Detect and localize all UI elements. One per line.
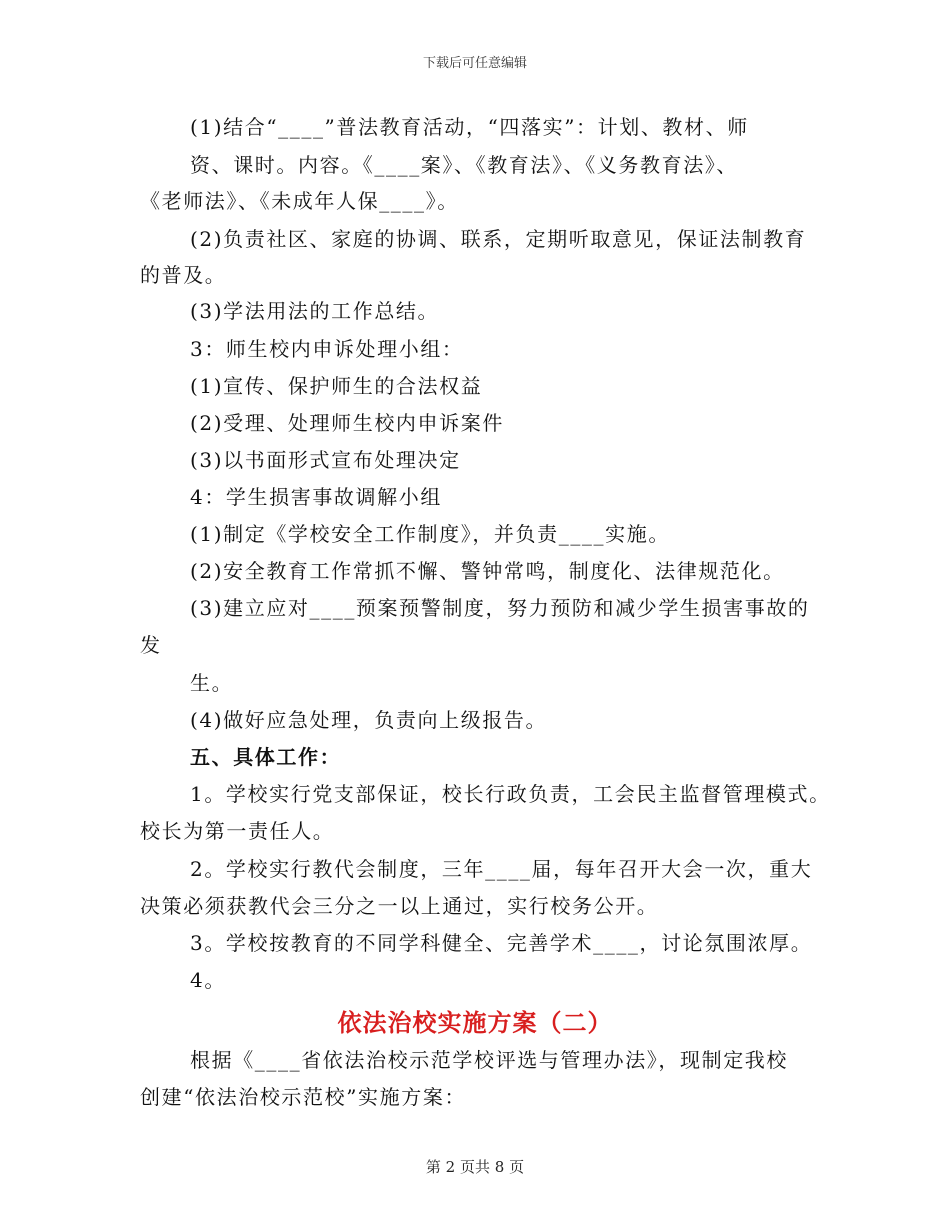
body-line-19: 1。学校实行党支部保证，校长行政负责，工会民主监督管理模式。 bbox=[190, 782, 831, 806]
body-line-24: 4。 bbox=[190, 968, 226, 992]
body-line-1: (1)结合“____”普法教育活动，“四落实”：计划、教材、师 bbox=[190, 115, 749, 139]
body-line-15: 发 bbox=[140, 633, 162, 657]
section-heading-5: 五、具体工作： bbox=[190, 745, 342, 769]
body-line-7: 3：师生校内申诉处理小组： bbox=[190, 337, 464, 361]
body-line-11: 4：学生损害事故调解小组 bbox=[190, 485, 442, 509]
body-line-4: (2)负责社区、家庭的协调、联系，定期听取意见，保证法制教育 bbox=[190, 227, 807, 251]
body-line-22: 决策必须获教代会三分之一以上通过，实行校务公开。 bbox=[140, 894, 659, 918]
body-line-8: (1)宣传、保护师生的合法权益 bbox=[190, 374, 483, 398]
body-line-5: 的普及。 bbox=[140, 263, 227, 287]
body-line-13: (2)安全教育工作常抓不懈、警钟常鸣，制度化、法律规范化。 bbox=[190, 559, 785, 583]
section-two-line-2: 创建“依法治校示范校”实施方案： bbox=[140, 1085, 467, 1109]
body-line-20: 校长为第一责任人。 bbox=[140, 819, 335, 843]
page-number: 第 2 页共 8 页 bbox=[425, 1158, 525, 1176]
body-line-9: (2)受理、处理师生校内申诉案件 bbox=[190, 411, 504, 435]
body-line-3: 《老师法》、《未成年人保____》。 bbox=[140, 189, 459, 213]
body-line-10: (3)以书面形式宣布处理决定 bbox=[190, 448, 461, 472]
body-line-17: (4)做好应急处理，负责向上级报告。 bbox=[190, 708, 548, 732]
header-note: 下载后可任意编辑 bbox=[422, 56, 527, 71]
section-two-line-1: 根据《____省依法治校示范学校评选与管理办法》，现制定我校 bbox=[190, 1048, 788, 1072]
body-line-12: (1)制定《学校安全工作制度》，并负责____实施。 bbox=[190, 522, 670, 546]
body-line-23: 3。学校按教育的不同学科健全、完善学术____，讨论氛围浓厚。 bbox=[190, 931, 813, 955]
body-line-21: 2。学校实行教代会制度，三年____届，每年召开大会一次，重大 bbox=[190, 857, 813, 881]
body-line-2: 资、课时。内容。《____案》、《教育法》、《义务教育法》、 bbox=[190, 153, 738, 177]
body-line-14: (3)建立应对____预案预警制度，努力预防和减少学生损害事故的 bbox=[190, 596, 810, 620]
section-two-title: 依法治校实施方案（二） bbox=[337, 1008, 613, 1037]
body-line-6: (3)学法用法的工作总结。 bbox=[190, 299, 440, 323]
body-line-16: 生。 bbox=[190, 671, 234, 695]
